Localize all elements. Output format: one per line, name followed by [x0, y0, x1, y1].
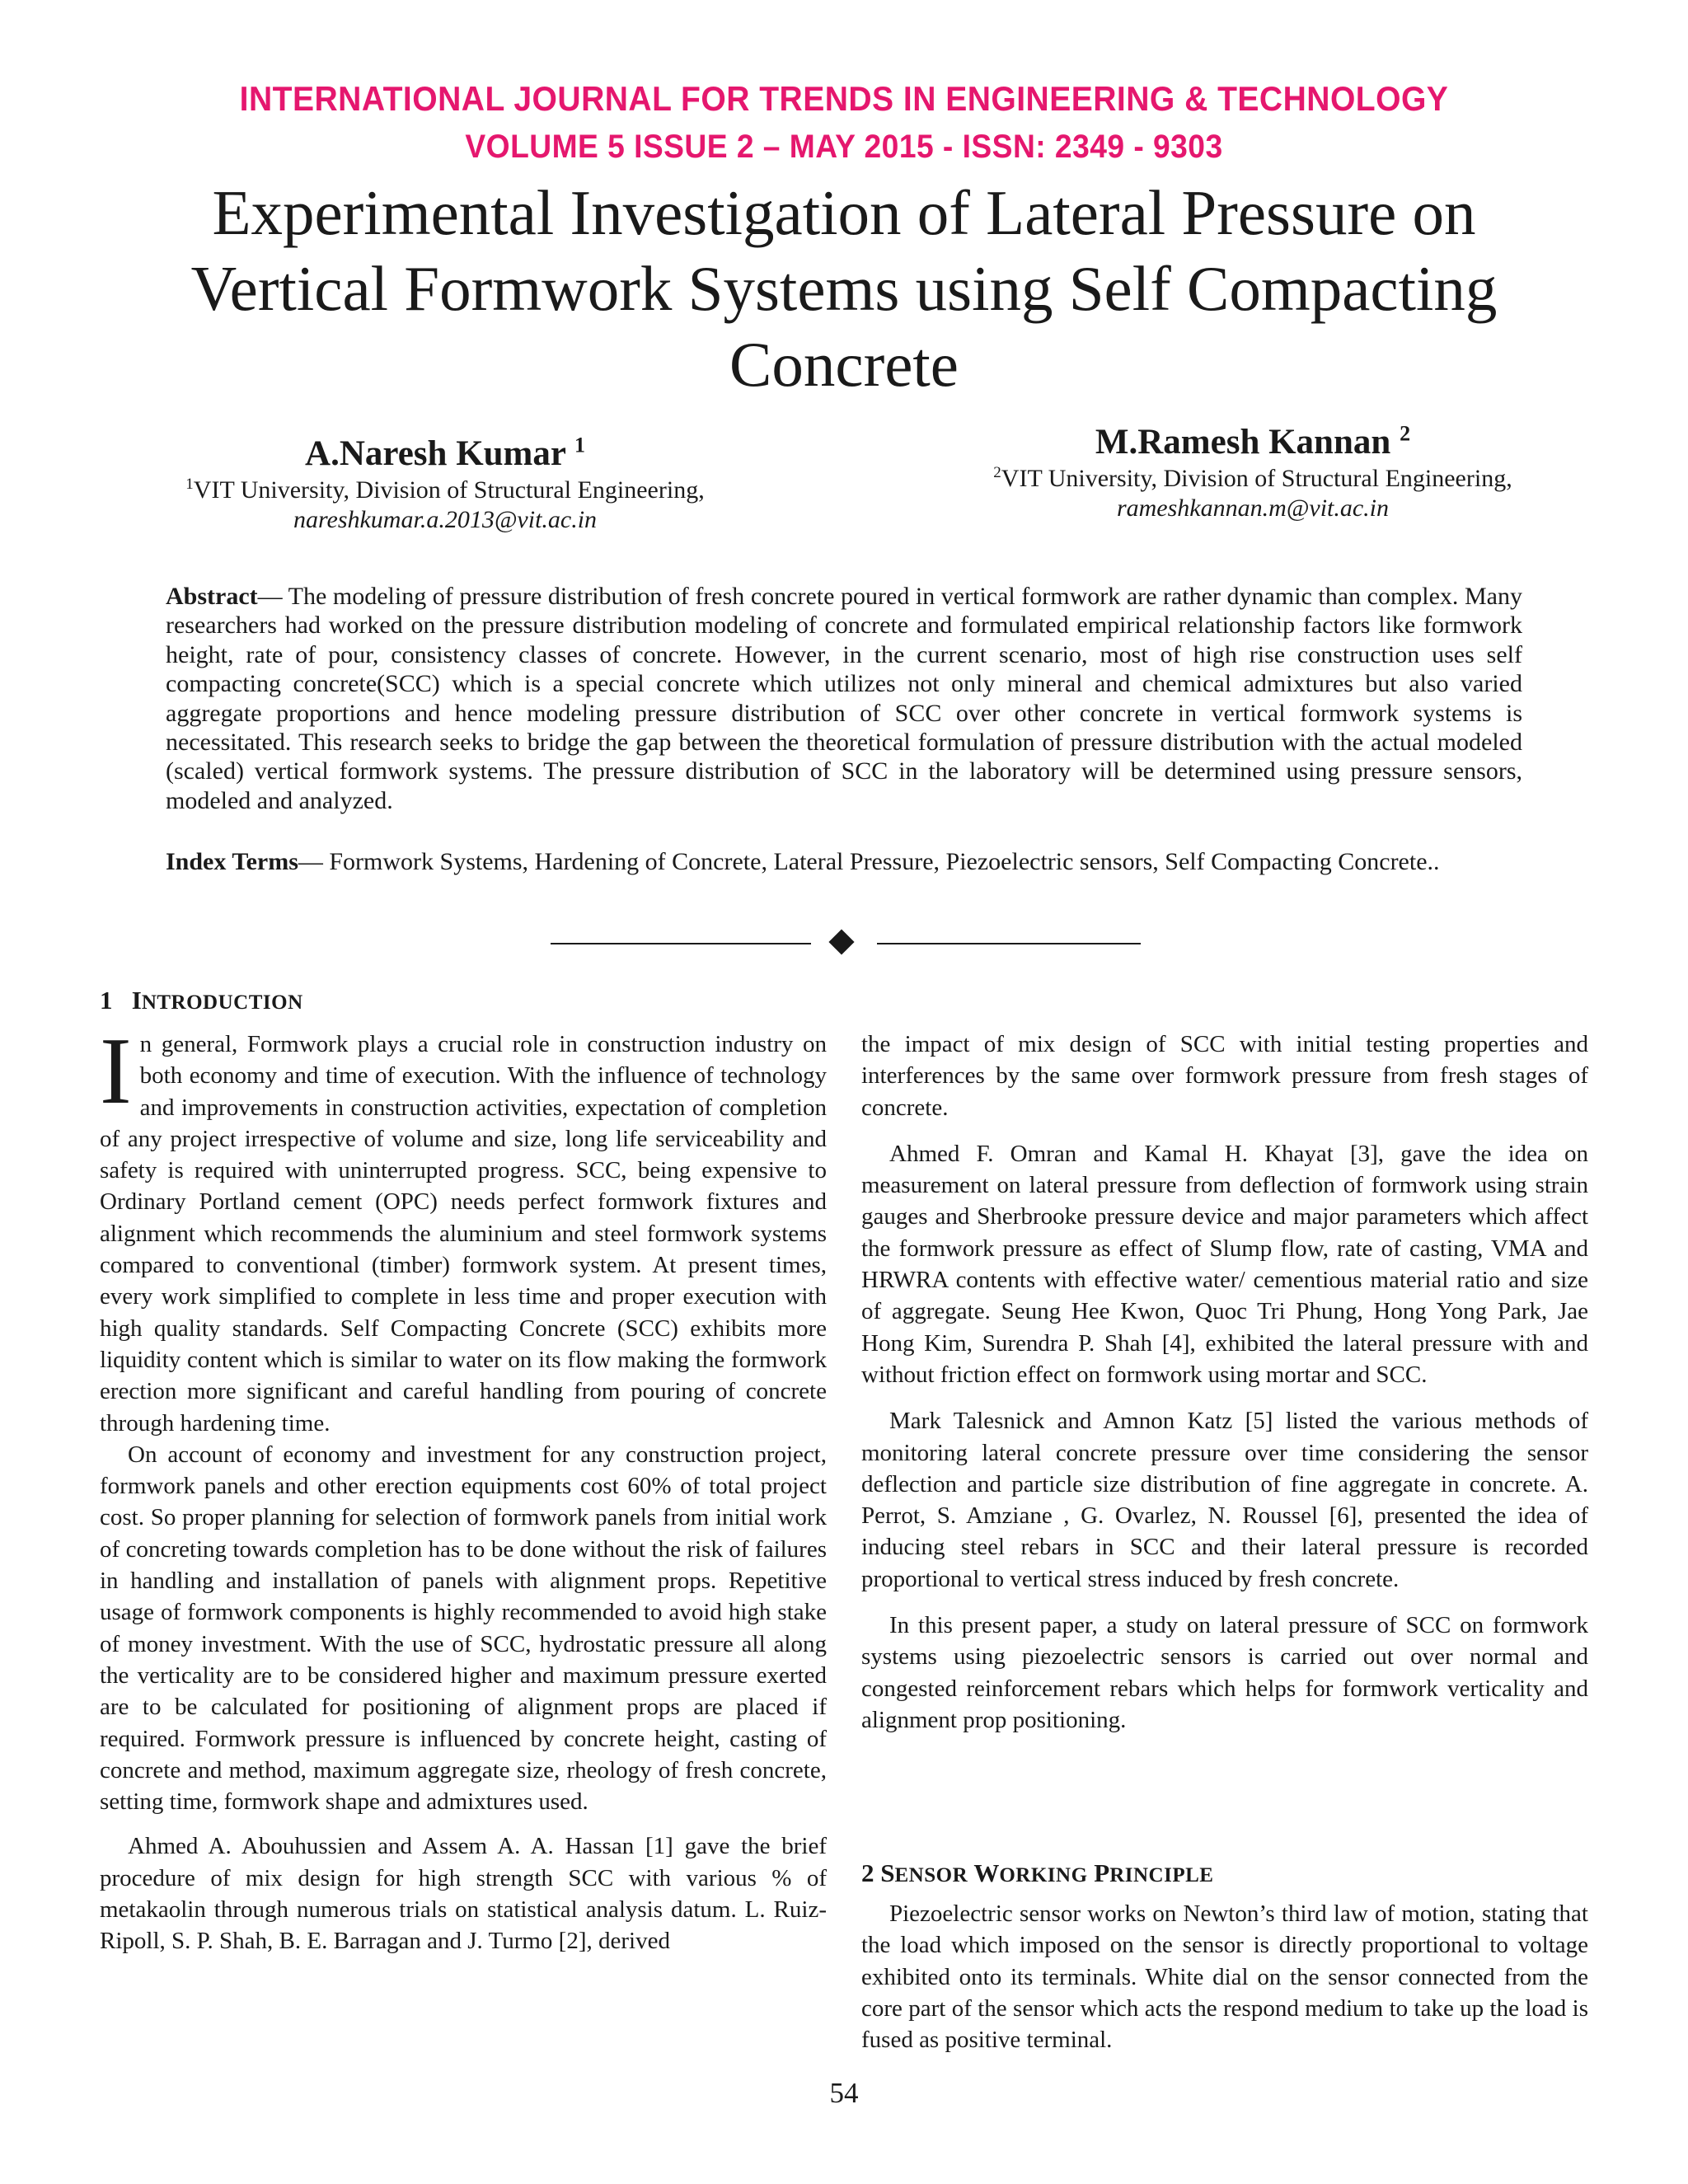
author-name: A.Naresh Kumar $^1$ [305, 433, 585, 473]
paragraph: In this present paper, a study on lateral pressure of SCC on formwork systems using piezoelectric sensors is carried out over normal and congested reinforcement rebars which helps for formwork verticality and alignment prop positioning. [861, 1612, 1588, 1733]
title-line-1: Experimental Investigation of Lateral Pressure on [212, 177, 1476, 248]
left-column [100, 1019, 827, 1957]
paragraph: Ahmed A. Abouhussien and Assem A. A. Hassan [1] gave the brief procedure of mix design for high strength SCC with various % of metakaolin through numerous trials on statistical analysis datum. L. Ruiz-Ripoll, S. P. Shah, B. E. Barragan and J. Turmo [2], derived [100, 1833, 827, 1955]
abstract [166, 582, 1522, 815]
author-email: nareshkumar.a.2013@vit.ac.in [293, 506, 598, 533]
drop-cap: I [100, 1019, 132, 1124]
paragraph: Piezoelectric sensor works on Newton’s third law of motion, stating that the load which imposed on the sensor is directly proportional to voltage exhibited onto its terminals. White dial on the sensor connected from the core part of the sensor which acts the respond medium to take up the load is fused as positive terminal. [861, 1900, 1588, 2054]
right-column-section-2 [861, 1898, 1588, 2055]
author-affiliation: $^2$VIT University, Division of Structural Engineering, [993, 464, 1512, 492]
paragraph: In general, Formwork plays a crucial role in construction industry on both economy and time of execution. With the influence of technology and improvements in construction activities, expectation of completion of any project irrespective of volume and size, long life serviceability and safety is required with uninterrupted progress. SCC, being expensive to Ordinary Portland cement (OPC) needs perfect formwork fixtures and alignment which recommends the aluminium and steel formwork systems compared to conventional (timber) formwork system. At present times, every work simplified to complete in less time and proper execution with high quality standards. Self Compacting Concrete (SCC) exhibits more liquidity content which is similar to water on its flow making the formwork erection more significant and careful handling from pouring of concrete through hardening time. [100, 1019, 827, 1436]
divider-line-left [551, 943, 811, 944]
index-terms-text: — Formwork Systems, Hardening of Concrete, Lateral Pressure, Piezoelectric sensors, Self Compacting Concrete.. [298, 848, 1440, 875]
author-email: rameshkannan.m@vit.ac.in [1116, 494, 1390, 522]
author-block-1 [124, 433, 767, 535]
title-line-3: Concrete [729, 329, 959, 400]
right-column [861, 1029, 1588, 1736]
section-heading-introduction: 1 INTRODUCTION [100, 986, 303, 1015]
paragraph: Mark Talesnick and Amnon Katz [5] listed the various methods of monitoring lateral concrete pressure over time considering the sensor deflection and particle size distribution of fine aggregate in concrete. A. Perrot, S. Amziane , G. Ovarlez, N. Roussel [6], presented the idea of inducing steel rebars in SCC and their lateral pressure is recorded proportional to vertical stress induced by fresh concrete. [861, 1408, 1588, 1592]
journal-name: INTERNATIONAL JOURNAL FOR TRENDS IN ENGINEERING & TECHNOLOGY [239, 79, 1449, 118]
index-terms-label: Index Terms [166, 848, 298, 875]
author-superscript: 2 [1400, 421, 1411, 446]
author-affiliation: $^1$VIT University, Division of Structural Engineering, [185, 476, 705, 504]
divider-line-right [877, 943, 1141, 944]
paragraph: On account of economy and investment for any construction project, formwork panels and other erection equipments cost 60% of total project cost. So proper planning for selection of formwork panels from initial work of concreting towards completion has to be done without the risk of failures in handling and installation of panels with alignment props. Repetitive usage of formwork components is highly recommended to avoid high stake of money investment. With the use of SCC, hydrostatic pressure all along the verticality are to be considered higher and maximum pressure exerted are to be calculated for positioning of alignment props are placed if required. Formwork pressure is influenced by concrete height, casting of concrete and method, maximum aggregate size, rheology of fresh concrete, setting time, formwork shape and admixtures used. [100, 1441, 827, 1816]
paragraph: Ahmed F. Omran and Kamal H. Khayat [3], gave the idea on measurement on lateral pressure from deflection of formwork using strain gauges and Sherbrooke pressure device and major parameters which affect the formwork pressure as effect of Slump flow, rate of casting, VMA and HRWRA contents with effective water/ cementious material ratio and size of aggregate. Seung Hee Kwon, Quoc Tri Phung, Hong Yong Park, Jae Hong Kim, Surendra P. Shah [4], exhibited the lateral pressure with and without friction effect on formwork using mortar and SCC. [861, 1140, 1588, 1388]
paper-title [91, 175, 1597, 402]
title-line-2: Vertical Formwork Systems using Self Compacting [190, 253, 1498, 324]
author-name: M.Ramesh Kannan $^2$ [1095, 421, 1411, 462]
journal-volume-issue: VOLUME 5 ISSUE 2 – MAY 2015 - ISSN: 2349 - 9303 [465, 129, 1223, 165]
diamond-icon [828, 929, 854, 954]
paragraph: the impact of mix design of SCC with initial testing properties and interferences by the same over formwork pressure from fresh stages of concrete. [861, 1031, 1588, 1121]
section-heading-sensor-working-principle: 2 SENSOR WORKING PRINCIPLE [861, 1858, 1214, 1887]
index-terms [166, 847, 1522, 876]
author-superscript: 1 [574, 433, 585, 457]
author-block-2 [923, 421, 1582, 523]
page-number: 54 [829, 2077, 859, 2109]
abstract-text: — The modeling of pressure distribution of fresh concrete poured in vertical formwork are rather dynamic than complex. Many researchers had worked on the pressure distribution modeling of concrete and formulated empirical relationship factors like formwork height, rate of pour, consistency classes of concrete. However, in the current scenario, most of high rise construction uses self compacting concrete(SCC) which is a special concrete which utilizes not only mineral and chemical admixtures but also varied aggregate proportions and hence modeling pressure distribution of SCC over other concrete in vertical formwork systems is necessitated. This research seeks to bridge the gap between the theoretical formulation of pressure distribution with the actual modeled (scaled) vertical formwork systems. The pressure distribution of SCC in the laboratory will be determined using pressure sensors, modeled and analyzed. [166, 583, 1522, 814]
abstract-label: Abstract [166, 583, 258, 610]
